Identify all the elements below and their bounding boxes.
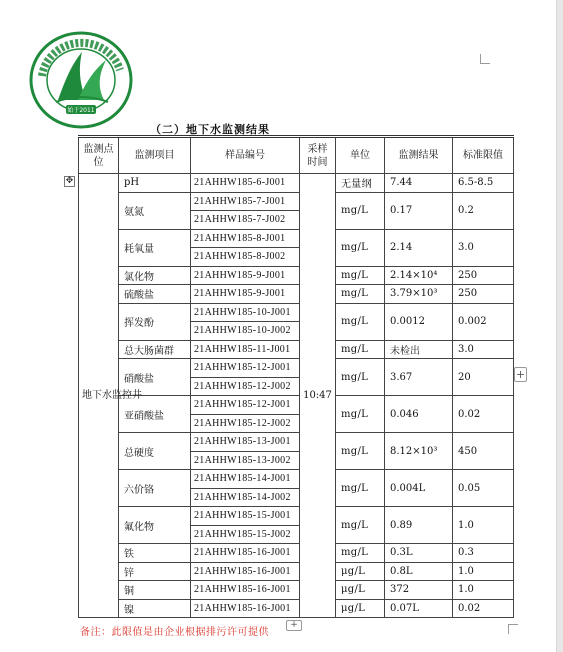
limit-cell: 450	[453, 433, 514, 470]
sample-id-cell: 21AHHW185-15-J001	[191, 507, 300, 526]
unit-cell: mg/L	[336, 229, 385, 266]
table-row	[79, 470, 514, 489]
sample-id-cell: 21AHHW185-15-J002	[191, 525, 300, 544]
item-cell: pH	[119, 174, 191, 193]
section-title: （二）地下水监测结果	[150, 123, 270, 136]
result-cell: 372	[385, 581, 453, 600]
unit-cell: mg/L	[336, 470, 385, 507]
result-cell: 2.14×10⁴	[385, 266, 453, 285]
header-sample: 样品编号	[191, 137, 300, 174]
result-cell: 0.07L	[385, 599, 453, 618]
sample-id-cell: 21AHHW185-13-J002	[191, 451, 300, 470]
unit-cell: μg/L	[336, 599, 385, 618]
limit-cell: 6.5-8.5	[453, 174, 514, 193]
table-row	[79, 192, 514, 211]
header-result: 监测结果	[385, 137, 453, 174]
item-cell: 铜	[119, 581, 191, 600]
limit-cell: 20	[453, 359, 514, 396]
sample-id-cell: 21AHHW185-9-J001	[191, 266, 300, 285]
sample-id-cell: 21AHHW185-13-J001	[191, 433, 300, 452]
sample-id-cell: 21AHHW185-12-J001	[191, 359, 300, 378]
unit-cell: 无量纲	[336, 174, 385, 193]
limit-cell: 250	[453, 285, 514, 304]
limit-cell: 3.0	[453, 340, 514, 359]
unit-cell: mg/L	[336, 544, 385, 563]
table-row	[79, 433, 514, 452]
limit-cell: 3.0	[453, 229, 514, 266]
table-body	[79, 174, 514, 618]
add-column-button[interactable]: +	[286, 620, 302, 631]
table-row	[79, 285, 514, 304]
sample-id-cell: 21AHHW185-7-J002	[191, 211, 300, 230]
result-cell: 0.89	[385, 507, 453, 544]
item-cell: 锌	[119, 562, 191, 581]
header-site: 监测点位	[79, 137, 119, 174]
limit-cell: 0.05	[453, 470, 514, 507]
sample-id-cell: 21AHHW185-12-J002	[191, 377, 300, 396]
table-row	[79, 507, 514, 526]
unit-cell: mg/L	[336, 285, 385, 304]
limit-cell: 1.0	[453, 562, 514, 581]
sample-id-cell: 21AHHW185-12-J001	[191, 396, 300, 415]
result-cell: 0.004L	[385, 470, 453, 507]
item-cell: 铁	[119, 544, 191, 563]
item-cell: 六价铬	[119, 470, 191, 507]
table-row	[79, 599, 514, 618]
unit-cell: mg/L	[336, 507, 385, 544]
table-row	[79, 544, 514, 563]
site-cell: 地下水监控井	[79, 174, 119, 618]
margin-corner-mark	[480, 54, 490, 64]
result-cell: 0.0012	[385, 303, 453, 340]
table-row	[79, 359, 514, 378]
table-row	[79, 303, 514, 322]
table-row	[79, 562, 514, 581]
unit-cell: μg/L	[336, 581, 385, 600]
item-cell: 硝酸盐	[119, 359, 191, 396]
result-cell: 0.8L	[385, 562, 453, 581]
item-cell: 挥发酚	[119, 303, 191, 340]
margin-corner-mark	[508, 624, 518, 634]
sample-id-cell: 21AHHW185-12-J002	[191, 414, 300, 433]
unit-cell: mg/L	[336, 266, 385, 285]
sample-id-cell: 21AHHW185-7-J001	[191, 192, 300, 211]
svg-text:始于2011: 始于2011	[67, 107, 95, 114]
sample-id-cell: 21AHHW185-10-J002	[191, 322, 300, 341]
limit-cell: 1.0	[453, 581, 514, 600]
sample-id-cell: 21AHHW185-16-J001	[191, 581, 300, 600]
result-cell: 8.12×10³	[385, 433, 453, 470]
footnote	[80, 623, 269, 638]
sample-id-cell: 21AHHW185-11-J001	[191, 340, 300, 359]
item-cell: 总大肠菌群	[119, 340, 191, 359]
table-row	[79, 581, 514, 600]
sample-id-cell: 21AHHW185-14-J001	[191, 470, 300, 489]
item-cell: 氟化物	[119, 507, 191, 544]
sample-id-cell: 21AHHW185-8-J001	[191, 229, 300, 248]
footnote-text: 备注：此限值是由企业根据排污许可提供	[80, 627, 269, 638]
header-unit: 单位	[336, 137, 385, 174]
unit-cell: mg/L	[336, 340, 385, 359]
table-row	[79, 396, 514, 415]
item-cell: 亚硝酸盐	[119, 396, 191, 433]
header-item: 监测项目	[119, 137, 191, 174]
result-cell: 0.17	[385, 192, 453, 229]
result-cell: 2.14	[385, 229, 453, 266]
table-row	[79, 266, 514, 285]
limit-cell: 0.2	[453, 192, 514, 229]
groundwater-results-table	[78, 135, 514, 618]
limit-cell: 1.0	[453, 507, 514, 544]
limit-cell: 0.02	[453, 396, 514, 433]
table-row	[79, 229, 514, 248]
limit-cell: 250	[453, 266, 514, 285]
sample-id-cell: 21AHHW185-14-J002	[191, 488, 300, 507]
header-limit: 标准限值	[453, 137, 514, 174]
item-cell: 氯化物	[119, 266, 191, 285]
table-move-handle[interactable]: ✥	[65, 176, 74, 186]
result-cell: 未检出	[385, 340, 453, 359]
company-logo	[28, 30, 134, 130]
limit-cell: 0.002	[453, 303, 514, 340]
sample-id-cell: 21AHHW185-8-J002	[191, 248, 300, 267]
result-cell: 3.79×10³	[385, 285, 453, 304]
sample-id-cell: 21AHHW185-16-J001	[191, 562, 300, 581]
sampling-time-cell: 10:47	[300, 174, 336, 618]
item-cell: 镍	[119, 599, 191, 618]
item-cell: 总硬度	[119, 433, 191, 470]
limit-cell: 0.02	[453, 599, 514, 618]
header-time: 采样时间	[300, 137, 336, 174]
sample-id-cell: 21AHHW185-16-J001	[191, 599, 300, 618]
unit-cell: μg/L	[336, 562, 385, 581]
table-row	[79, 340, 514, 359]
result-cell: 0.046	[385, 396, 453, 433]
unit-cell: mg/L	[336, 359, 385, 396]
unit-cell: mg/L	[336, 396, 385, 433]
unit-cell: mg/L	[336, 192, 385, 229]
sample-id-cell: 21AHHW185-6-J001	[191, 174, 300, 193]
unit-cell: mg/L	[336, 433, 385, 470]
unit-cell: mg/L	[336, 303, 385, 340]
item-cell: 硫酸盐	[119, 285, 191, 304]
item-cell: 耗氧量	[119, 229, 191, 266]
sample-id-cell: 21AHHW185-10-J001	[191, 303, 300, 322]
sample-id-cell: 21AHHW185-16-J001	[191, 544, 300, 563]
result-cell: 7.44	[385, 174, 453, 193]
item-cell: 氨氮	[119, 192, 191, 229]
sample-id-cell: 21AHHW185-9-J001	[191, 285, 300, 304]
vertical-scrollbar[interactable]	[557, 0, 563, 652]
result-cell: 0.3L	[385, 544, 453, 563]
result-cell: 3.67	[385, 359, 453, 396]
add-row-button[interactable]: +	[515, 368, 526, 381]
limit-cell: 0.3	[453, 544, 514, 563]
table-row	[79, 174, 514, 193]
